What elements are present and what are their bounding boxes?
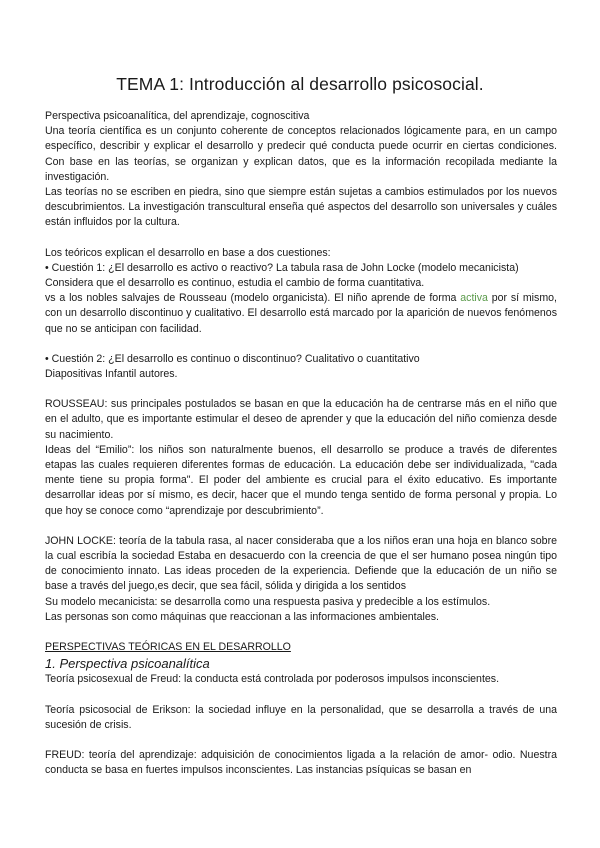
locke-paragraph-2: Su modelo mecanicista: se desarrolla como una respuesta pasiva y predecible a los estímulos. [45, 595, 491, 608]
rousseau-paragraph-1: ROUSSEAU: sus principales postulados se basan en que la educación ha de centrarse más en el niño que en el adulto, que es importante estimular el deseo de aprender y que la educación del niño comienza desde su nacimiento. [45, 398, 557, 441]
questions-lead: Los teóricos explican el desarrollo en base a dos cuestiones: [45, 246, 331, 259]
section-1-heading: 1. Perspectiva psicoanalítica [45, 656, 210, 672]
question-1-rousseau [45, 291, 557, 337]
question-1: • Cuestión 1: ¿El desarrollo es activo o reactivo? La tabula rasa de John Locke (modelo mecanicista) [45, 261, 519, 274]
locke-paragraph-1: JOHN LOCKE: teoría de la tabula rasa, al nacer consideraba que a los niños eran una hoja en blanco sobre la cual escribía la sociedad Estaba en desacuerdo con la creencia de que el ser humano posea ningún tipo de conocimiento innato. Las ideas proceden de la experiencia. Defiende que la educación de un niño se base a través del juego,es decir, que sea fácil, sólida y dirigida a los sentidos [45, 534, 557, 593]
freud-psychosexual-line: Teoría psicosexual de Freud: la conducta está controlada por poderosos impulsos inconscientes. [45, 673, 500, 686]
page-title: TEMA 1: Introducción al desarrollo psicosocial. [116, 74, 484, 94]
rousseau-paragraph-2: Ideas del “Emilio”: los niños son naturalmente buenos, ell desarrollo se produce a través de diferentes etapas las cuales requieren diferentes formas de educación. La educación debe ser individualizada, "cada mente tiene su propia forma". El poder del ambiente es crucial para el éxito educativo. Es importante desarrollar ideas por sí mismo, es decir, hacer que el mundo tenga sentido de forma personal y propia. Lo que hoy se conoce como “aprendizaje por descubrimiento”. [45, 443, 557, 517]
locke-paragraph-3: Las personas son como máquinas que reaccionan a las informaciones ambientales. [45, 610, 439, 623]
question-2-detail: Diapositivas Infantil autores. [45, 368, 178, 381]
erikson-paragraph: Teoría psicosocial de Erikson: la sociedad influye en la personalidad, que se desarrolla a través de una sucesión de crisis. [45, 703, 557, 731]
rousseau-text-after: por sí mismo, con un desarrollo discontinuo y cualitativo. El desarrollo está marcado por la aparición de nuevos fenómenos que no se anticipan con facilidad. [45, 292, 557, 335]
rousseau-text-before: vs a los nobles salvajes de Rousseau (modelo organicista). El niño aprende de forma [45, 292, 461, 305]
intro-paragraph-2: Las teorías no se escriben en piedra, sino que siempre están sujetas a cambios estimulados por los nuevos descubrimientos. La investigación transcultural enseña qué aspectos del desarrollo son universales y cuáles están influidos por la cultura. [45, 186, 557, 229]
question-2: • Cuestión 2: ¿El desarrollo es continuo o discontinuo? Cualitativo o cuantitativo [45, 352, 420, 365]
question-1-detail: Considera que el desarrollo es continuo, estudia el cambio de forma cuantitativa. [45, 277, 425, 290]
perspectives-heading: PERSPECTIVAS TEÓRICAS EN EL DESARROLLO [45, 641, 291, 654]
document-body [45, 109, 557, 778]
intro-paragraph-1: Una teoría científica es un conjunto coherente de conceptos relacionados lógicamente para, en un campo específico, describir y explicar el desarrollo y predecir qué conducta puede ocurrir en ciertas condiciones. Con base en las teorías, se organizan y explican datos, que es la información recopilada mediante la investigación. [45, 125, 557, 183]
intro-subtitle: Perspectiva psicoanalítica, del aprendizaje, cognoscitiva [45, 110, 310, 122]
activa-highlight: activa [460, 292, 488, 305]
freud-paragraph: FREUD: teoría del aprendizaje: adquisición de conocimientos ligada a la relación de amor- odio. Nuestra conducta se basa en fuertes impulsos inconscientes. Las instancias psíquicas se basan en [45, 748, 557, 777]
